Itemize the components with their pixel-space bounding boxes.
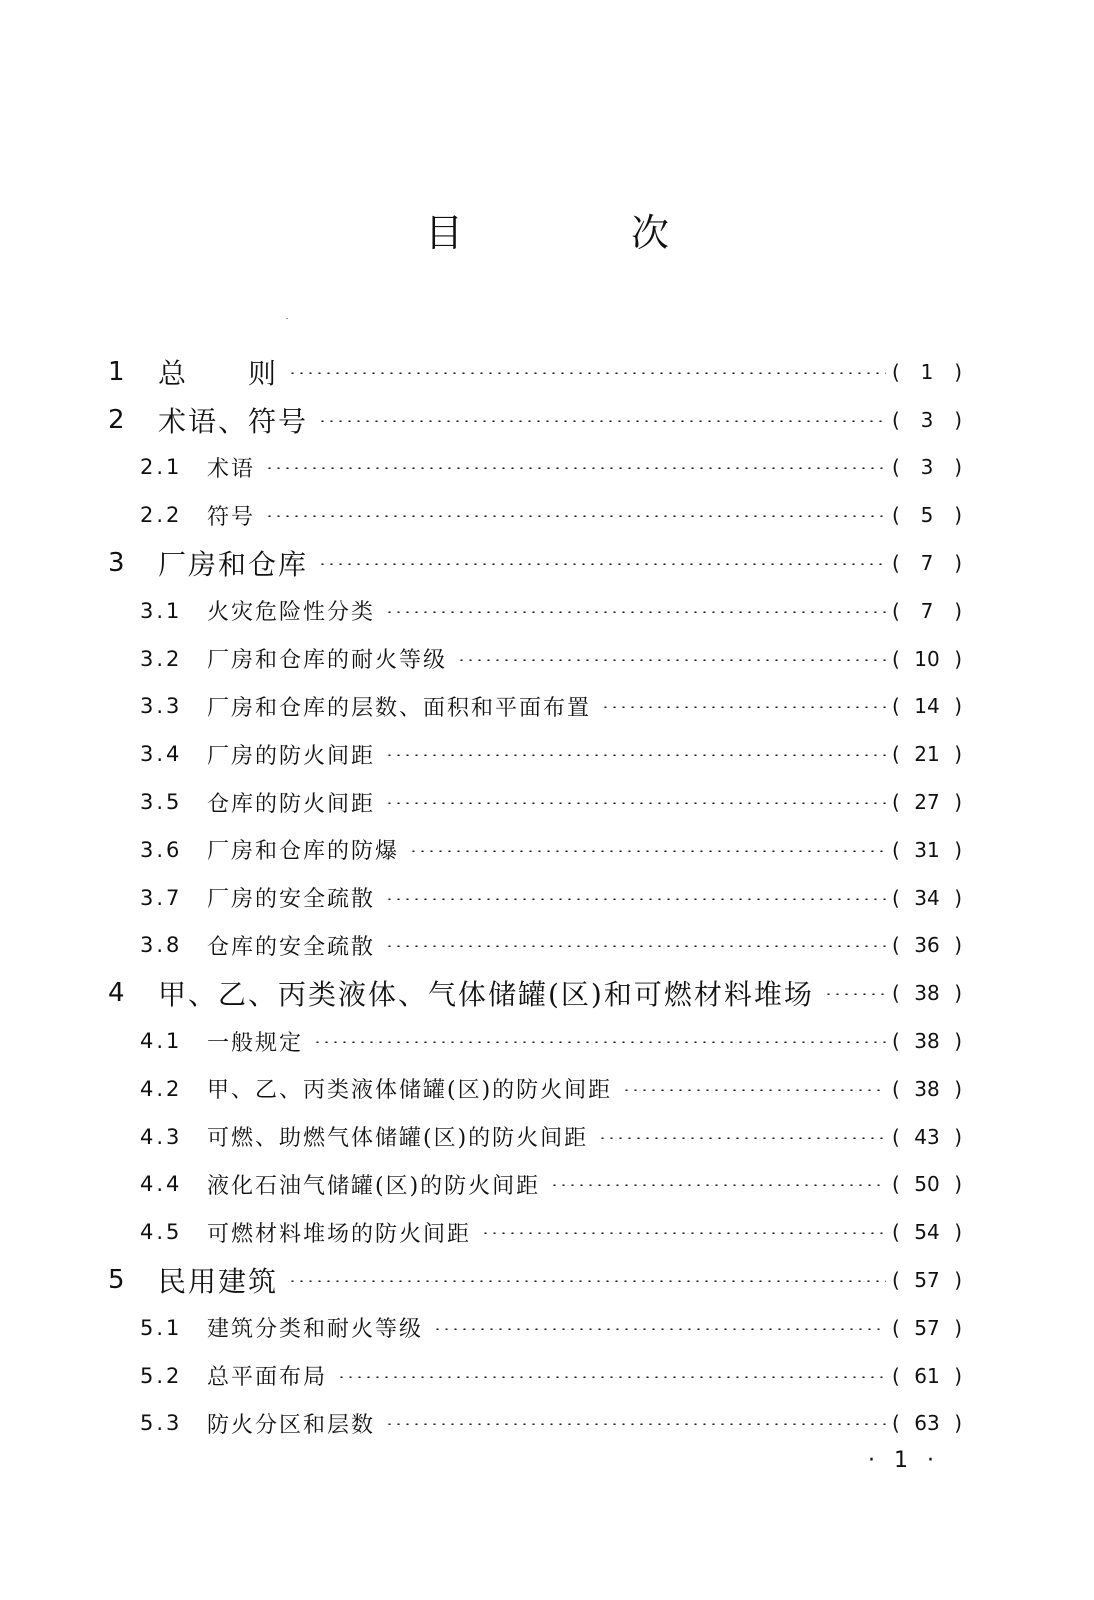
dot-leader (385, 802, 886, 804)
toc-entry-title: 火灾危险性分类 (207, 600, 376, 626)
toc-entry-number: 3.4 (140, 742, 183, 767)
left-paren: ( (892, 1076, 900, 1101)
toc-entry[interactable] (0, 1017, 1094, 1065)
right-paren: ) (954, 503, 962, 528)
toc-entry[interactable] (0, 396, 1094, 444)
page-number-value: 34 (914, 885, 940, 910)
page-number-value: 38 (914, 1076, 940, 1101)
dot-leader (385, 1423, 886, 1425)
dot-leader (385, 898, 886, 900)
toc-entry[interactable] (0, 1208, 1094, 1256)
page-number-value: 5 (920, 503, 934, 528)
right-paren: ) (954, 1268, 962, 1293)
toc-entry-page (892, 503, 962, 527)
dot-leader (550, 1184, 886, 1186)
left-paren: ( (892, 1220, 900, 1245)
page-number-value: 1 (920, 359, 934, 384)
page-number-value: 21 (914, 742, 940, 767)
toc-entry-page (892, 551, 962, 575)
page-number-value: 7 (920, 551, 934, 576)
toc-entry-page (892, 981, 962, 1005)
toc-entry-number: 4.4 (140, 1172, 183, 1197)
page-number-value: 14 (914, 694, 940, 719)
dot-leader (385, 611, 886, 613)
dot-leader (318, 420, 886, 422)
toc-entry-page (892, 1077, 962, 1101)
toc-entry-page (892, 838, 962, 862)
dot-leader (385, 945, 886, 947)
left-paren: ( (892, 1172, 900, 1197)
toc-entry-title: 建筑分类和耐火等级 (207, 1317, 424, 1343)
toc-entry-title: 总平面布局 (207, 1365, 328, 1391)
toc-entry[interactable] (0, 1065, 1094, 1113)
dot-leader (622, 1089, 886, 1091)
right-paren: ) (954, 1315, 962, 1340)
left-paren: ( (892, 694, 900, 719)
toc-entry-title: 仓库的防火间距 (207, 791, 376, 817)
left-paren: ( (892, 837, 900, 862)
right-paren: ) (954, 981, 962, 1006)
toc-entry[interactable] (0, 922, 1094, 970)
dot-leader (601, 706, 886, 708)
page-number-value: 7 (920, 598, 934, 623)
left-paren: ( (892, 1411, 900, 1436)
toc-entry[interactable] (0, 348, 1094, 396)
toc-entry[interactable] (0, 491, 1094, 539)
page-number-value: 63 (914, 1411, 940, 1436)
dot-leader (288, 372, 886, 374)
toc-entry-title: 可燃、助燃气体储罐(区)的防火间距 (207, 1126, 589, 1152)
right-paren: ) (954, 455, 962, 480)
right-paren: ) (954, 407, 962, 432)
toc-entry[interactable] (0, 1304, 1094, 1352)
toc-entry-number: 3.1 (140, 598, 183, 623)
toc-entry-number: 3.6 (140, 837, 183, 862)
page-number-value: 3 (920, 407, 934, 432)
toc-entry-number: 2.2 (140, 503, 183, 528)
toc-entry-title: 厂房的安全疏散 (207, 887, 376, 913)
right-paren: ) (954, 1172, 962, 1197)
toc-entry-page (892, 1220, 962, 1244)
toc-entry-page (892, 1029, 962, 1053)
right-paren: ) (954, 1363, 962, 1388)
left-paren: ( (892, 885, 900, 910)
toc-entry[interactable] (0, 730, 1094, 778)
toc-entry-number: 3.3 (140, 694, 183, 719)
right-paren: ) (954, 551, 962, 576)
left-paren: ( (892, 1363, 900, 1388)
toc-entry-title: 符号 (207, 504, 256, 530)
toc-entry[interactable] (0, 1400, 1094, 1448)
right-paren: ) (954, 598, 962, 623)
toc-entry-number: 3.5 (140, 790, 183, 815)
toc-entry-title: 术语、符号 (158, 404, 309, 438)
page-number-value: 36 (914, 933, 940, 958)
left-paren: ( (892, 503, 900, 528)
toc-entry-title: 防火分区和层数 (207, 1412, 376, 1438)
left-paren: ( (892, 1268, 900, 1293)
left-paren: ( (892, 1124, 900, 1149)
left-paren: ( (892, 1315, 900, 1340)
toc-entry[interactable] (0, 969, 1094, 1017)
toc-entry-number: 3.7 (140, 885, 183, 910)
dot-leader (457, 659, 886, 661)
toc-entry[interactable] (0, 635, 1094, 683)
page-number-value: 57 (914, 1315, 940, 1340)
left-paren: ( (892, 933, 900, 958)
toc-entry-title: 厂房和仓库的层数、面积和平面布置 (207, 695, 592, 721)
scan-speck (286, 318, 288, 319)
toc-entry-number: 1 (108, 356, 125, 387)
left-paren: ( (892, 407, 900, 432)
toc-entry-number: 3.8 (140, 933, 183, 958)
dot-leader (824, 993, 886, 995)
page-number-value: 31 (914, 837, 940, 862)
toc-entry-title: 术语 (207, 456, 256, 482)
right-paren: ) (954, 885, 962, 910)
left-paren: ( (892, 742, 900, 767)
toc-entry[interactable] (0, 683, 1094, 731)
dot-leader (481, 1232, 886, 1234)
left-paren: ( (892, 981, 900, 1006)
table-of-contents (0, 348, 1094, 1447)
right-paren: ) (954, 933, 962, 958)
toc-entry-title: 可燃材料堆场的防火间距 (207, 1221, 472, 1247)
toc-entry[interactable] (0, 1256, 1094, 1304)
toc-entry-title: 液化石油气储罐(区)的防火间距 (207, 1173, 541, 1199)
right-paren: ) (954, 1076, 962, 1101)
left-paren: ( (892, 455, 900, 480)
dot-leader (337, 1376, 886, 1378)
dot-leader (433, 1328, 886, 1330)
toc-entry[interactable] (0, 826, 1094, 874)
toc-entry-number: 3 (108, 548, 125, 579)
toc-entry-title: 一般规定 (207, 1030, 304, 1056)
page-number-value: 27 (914, 790, 940, 815)
page-number: · 1 · (868, 1448, 940, 1473)
toc-entry-page (892, 886, 962, 910)
toc-entry-number: 4.1 (140, 1029, 183, 1054)
left-paren: ( (892, 598, 900, 623)
toc-entry[interactable] (0, 1113, 1094, 1161)
toc-entry-page (892, 694, 962, 718)
left-paren: ( (892, 646, 900, 671)
left-paren: ( (892, 790, 900, 815)
right-paren: ) (954, 742, 962, 767)
right-paren: ) (954, 359, 962, 384)
toc-entry-number: 4.5 (140, 1220, 183, 1245)
dot-leader (318, 563, 886, 565)
toc-entry-page (892, 1364, 962, 1388)
page-number-value: 3 (920, 455, 934, 480)
right-paren: ) (954, 1411, 962, 1436)
toc-entry-number: 3.2 (140, 646, 183, 671)
right-paren: ) (954, 837, 962, 862)
toc-entry-page (892, 933, 962, 957)
dot-leader (265, 515, 886, 517)
toc-entry-page (892, 1411, 962, 1435)
page-number-value: 43 (914, 1124, 940, 1149)
toc-entry-title: 甲、乙、丙类液体储罐(区)的防火间距 (207, 1078, 613, 1104)
toc-entry-page (892, 360, 962, 384)
toc-entry-title: 厂房和仓库的耐火等级 (207, 648, 448, 674)
page-number-value: 50 (914, 1172, 940, 1197)
toc-entry-number: 5.1 (140, 1315, 183, 1340)
page-number-value: 10 (914, 646, 940, 671)
right-paren: ) (954, 1124, 962, 1149)
dot-leader (288, 1280, 886, 1282)
toc-entry-number: 5.2 (140, 1363, 183, 1388)
toc-entry-number: 4 (108, 978, 125, 1009)
toc-entry[interactable] (0, 874, 1094, 922)
toc-entry-title: 仓库的安全疏散 (207, 934, 376, 960)
toc-entry-page (892, 455, 962, 479)
toc-entry-page (892, 1316, 962, 1340)
dot-leader (598, 1137, 886, 1139)
toc-entry-page (892, 647, 962, 671)
toc-entry-page (892, 790, 962, 814)
toc-entry-number: 5.3 (140, 1411, 183, 1436)
toc-entry-title: 总 则 (158, 356, 279, 390)
page-number-value: 54 (914, 1220, 940, 1245)
page-number-value: 61 (914, 1363, 940, 1388)
toc-entry-page (892, 1125, 962, 1149)
right-paren: ) (954, 646, 962, 671)
toc-entry-number: 4.2 (140, 1076, 183, 1101)
toc-entry-number: 4.3 (140, 1124, 183, 1149)
dot-leader (313, 1041, 886, 1043)
toc-entry[interactable] (0, 587, 1094, 635)
toc-entry-title: 厂房和仓库的防爆 (207, 839, 400, 865)
toc-entry-page (892, 599, 962, 623)
toc-entry-number: 2 (108, 404, 125, 435)
toc-entry-title: 甲、乙、丙类液体、气体储罐(区)和可燃材料堆场 (158, 978, 814, 1012)
toc-entry-number: 2.1 (140, 455, 183, 480)
toc-entry-page (892, 1268, 962, 1292)
left-paren: ( (892, 359, 900, 384)
toc-entry[interactable] (0, 539, 1094, 587)
page-number-value: 38 (914, 1029, 940, 1054)
page-number-value: 38 (914, 981, 940, 1006)
dot-leader (265, 467, 886, 469)
right-paren: ) (954, 1220, 962, 1245)
toc-entry-page (892, 742, 962, 766)
toc-entry[interactable] (0, 1352, 1094, 1400)
dot-leader (385, 754, 886, 756)
toc-entry[interactable] (0, 444, 1094, 492)
left-paren: ( (892, 1029, 900, 1054)
right-paren: ) (954, 1029, 962, 1054)
left-paren: ( (892, 551, 900, 576)
toc-entry-title: 民用建筑 (158, 1265, 279, 1299)
right-paren: ) (954, 694, 962, 719)
toc-entry[interactable] (0, 1161, 1094, 1209)
toc-entry-number: 5 (108, 1265, 125, 1296)
toc-entry-title: 厂房和仓库 (158, 548, 309, 582)
page-number-value: 57 (914, 1268, 940, 1293)
toc-entry-page (892, 408, 962, 432)
page-title: 目 次 (424, 211, 748, 255)
toc-entry-title: 厂房的防火间距 (207, 743, 376, 769)
toc-entry[interactable] (0, 778, 1094, 826)
right-paren: ) (954, 790, 962, 815)
dot-leader (409, 850, 886, 852)
toc-entry-page (892, 1172, 962, 1196)
